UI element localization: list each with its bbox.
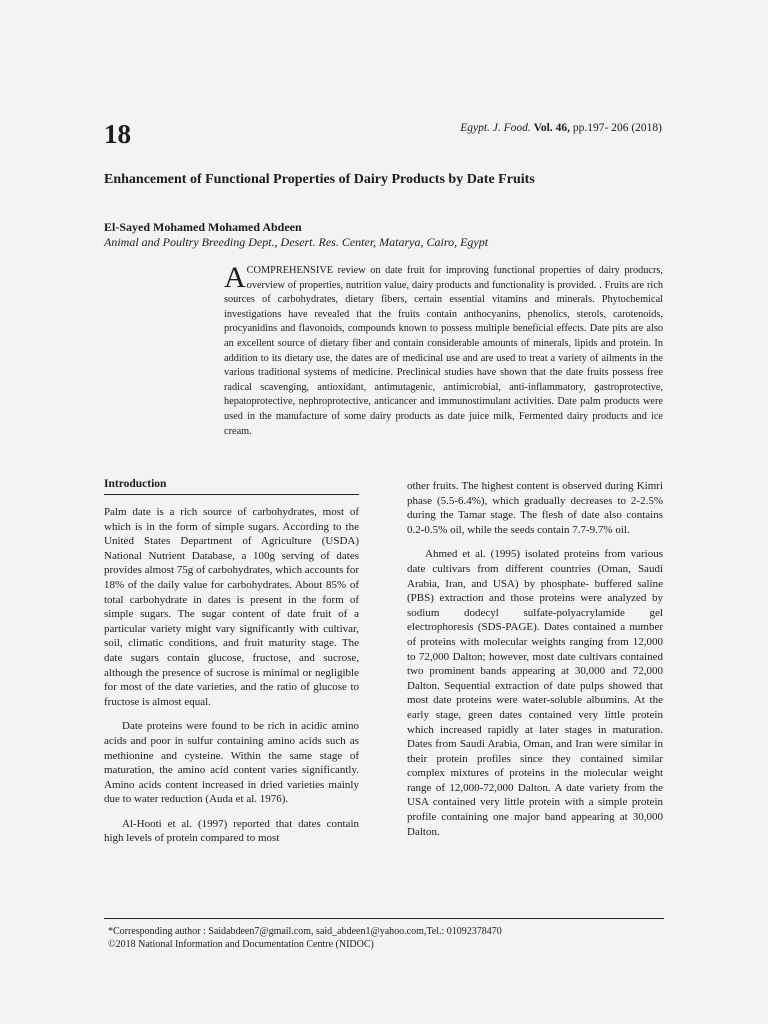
- left-column: [104, 477, 359, 856]
- paragraph: other fruits. The highest content is observed during Kimri phase (5.5-6.4%), which gradually decreases to 2-2.5% during the Tamar stage. The flesh of date also contains 0.2-0.5% oil, while the seeds contain 7.7-9.7% oil.: [407, 480, 663, 536]
- corresponding-author: *Corresponding author : Saidabdeen7@gmail.com, said_abdeen1@yahoo.com,Tel.: 01092378470: [108, 926, 502, 937]
- chapter-number: 18: [104, 119, 131, 149]
- abstract: [224, 261, 663, 439]
- right-column: [407, 479, 663, 849]
- article-title: Enhancement of Functional Properties of Dairy Products by Date Fruits: [104, 172, 535, 187]
- paragraph: Palm date is a rich source of carbohydrates, most of which is in the form of simple sugars. According to the United States Department of Agriculture (USDA) National Nutrient Database, a 100g serving of dates provides almost 75g of carbohydrates, which accounts for 18% of the daily value for carbohydrates. About 85% of total carbohydrate in dates is present in the form of simple sugars. The sugar content of date fruit of a particular variety might vary significantly with cultivar, soil, climatic conditions, and fruit maturity stage. The date sugars contain glucose, fructose, and sucrose, although the presence of sucrose is minimal or negligible for most of the date varieties, and the ratio of glucose to fructose is almost equal.: [104, 506, 359, 708]
- author-affiliation: Animal and Poultry Breeding Dept., Desert. Res. Center, Matarya, Cairo, Egypt: [104, 235, 489, 249]
- journal-citation: [460, 121, 662, 135]
- footnote: [108, 925, 664, 951]
- copyright-notice: ©2018 National Information and Documentation Centre (NIDOC): [108, 939, 374, 950]
- author-name: El-Sayed Mohamed Mohamed Abdeen: [104, 220, 302, 234]
- paragraph: Ahmed et al. (1995) isolated proteins from various date cultivars from different countries (Oman, Saudi Arabia, Iran, and USA) by phosphate- buffered saline (PBS) extraction and those proteins were analyzed by sodium dodecyl sulfate-polyacrylamide gel electrophoresis (SDS-PAGE). Dates contained a number of proteins with molecular weights ranging from 12,000 to 72,000 Dalton; however, most date cultivars contained two prominent bands appearing at 30,000 and 72,000 Dalton. Sequential extraction of date pulps showed that most date proteins were water-soluble albumins. At the early stage, green dates contained very little protein which increased rapidly at later stages in maturation. Dates from Saudi Arabia, Oman, and Iran were similar in their protein profiles since they contained similar complex mixtures of proteins in the molecular weight range of 12,000-72,000 Dalton. A date variety from the USA contained very little protein with a simple protein profile containing one major band appearing at 30,000 Dalton.: [407, 548, 663, 838]
- abstract-dropcap: A: [224, 261, 246, 294]
- paragraph: Date proteins were found to be rich in acidic amino acids and poor in sulfur containing amino acids such as methionine and cysteine. Within the same stage of maturation, the amino acid content varies significantly. Amino acids content increased in dried varieties mainly due to water reduction (Auda et al. 1976).: [104, 720, 359, 806]
- abstract-text: COMPREHENSIVE review on date fruit for improving functional properties of dairy producrs, overview of properties, nutrition value, dairy products and functionality is provided. . Fruits are rich sources of carbohydrates, dietary fibers, certain essential vitamins and minerals. Phytochemical investigations have revealed that the fruits contain anthocyanins, phenolics, sterols, carotenoids, procyanidins and flavonoids, compounds known to possess multiple beneficial effects. Date pits are also an excellent source of dietary fiber and contain considerable amounts of minerals, lipids and protein. In addition to its dietary use, the dates are of medicinal use and are used to treat a variety of ailments in the various traditional systems of medicine. Preclinical studies have shown that the date fruits possess free radical scavenging, antioxidant, antimutagenic, antimicrobial, anti-inflammatory, gastroprotective, hepatoprotective, nephroprotective, anticancer and immunostimulant activities. Date palm products were used in the manufacture of some dairy products as date juice milk, Fermented dairy products and ice cream.: [224, 265, 663, 437]
- footer-divider: [104, 918, 664, 919]
- introduction-heading: Introduction: [104, 477, 359, 495]
- paragraph: Al-Hooti et al. (1997) reported that dates contain high levels of protein compared to most: [104, 817, 359, 845]
- journal-name: Egypt. J. Food.: [460, 122, 531, 134]
- journal-volume: Vol. 46,: [533, 122, 570, 134]
- journal-pages: pp.197- 206 (2018): [572, 122, 662, 134]
